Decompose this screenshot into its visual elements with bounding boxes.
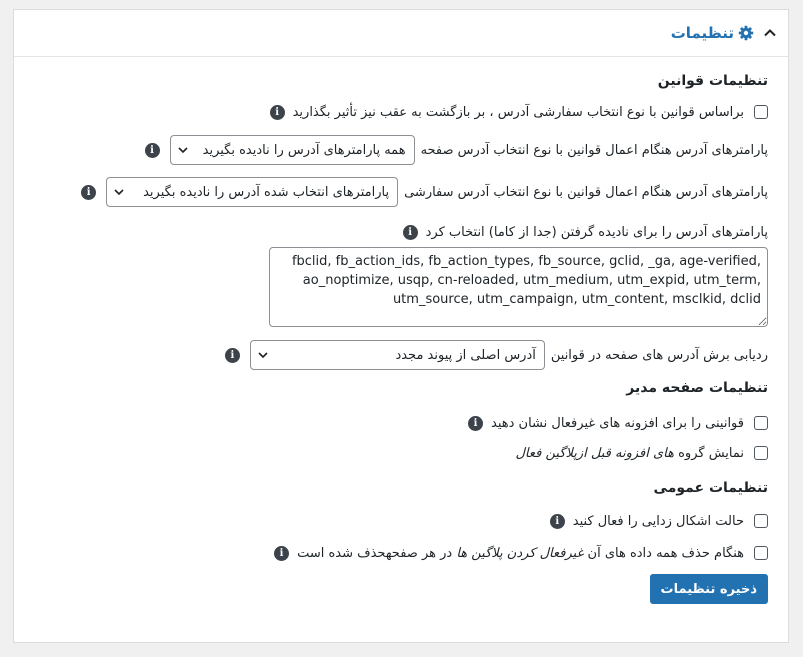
gear-icon xyxy=(738,25,754,41)
delete-data-option xyxy=(34,542,768,564)
debug-mode-label: حالت اشکال زدایی را فعال کنید xyxy=(572,513,744,529)
info-icon[interactable]: i xyxy=(270,105,285,120)
save-settings-button[interactable]: ذخیره تنظیمات xyxy=(650,574,768,604)
ignore-params-label: پارامترهای آدرس را برای نادیده گرفتن (جدا از کاما) انتخاب کرد xyxy=(425,224,768,240)
info-icon[interactable]: i xyxy=(403,225,418,240)
page-url-params-row xyxy=(34,135,768,165)
inactive-rules-option xyxy=(34,412,768,434)
delete-data-checkbox[interactable] xyxy=(754,546,768,560)
chevron-down-icon xyxy=(177,144,189,156)
settings-panel xyxy=(13,9,789,643)
chevron-down-icon xyxy=(257,349,269,361)
custom-url-params-select[interactable] xyxy=(106,177,398,207)
panel-title: تنظیمات xyxy=(670,24,734,42)
general-heading: تنظیمات عمومی xyxy=(653,480,768,496)
page-url-params-label: پارامترهای آدرس هنگام اعمال قوانین با نوع انتخاب آدرس صفحه xyxy=(420,142,768,158)
page-url-params-select[interactable] xyxy=(170,135,415,165)
show-groups-label: نمایش گروه های افزونه قبل ازپلاگین فعال xyxy=(515,445,744,461)
info-icon[interactable]: i xyxy=(225,348,240,363)
page-url-params-value: همه پارامترهای آدرس را نادیده بگیرید xyxy=(202,142,406,158)
info-icon[interactable]: i xyxy=(145,143,160,158)
rules-back-checkbox[interactable] xyxy=(754,105,768,119)
slug-tracking-select[interactable] xyxy=(250,340,545,370)
custom-url-params-row xyxy=(34,177,768,207)
slug-tracking-row xyxy=(34,340,768,370)
chevron-up-icon[interactable] xyxy=(762,25,778,41)
custom-url-params-label: پارامترهای آدرس هنگام اعمال قوانین با نوع انتخاب آدرس سفارشی xyxy=(404,184,768,200)
rules-back-option xyxy=(34,101,768,123)
inactive-rules-label: قوانینی را برای افزونه های غیرفعال نشان دهید xyxy=(491,415,744,431)
show-groups-option xyxy=(34,442,768,464)
rules-back-label: براساس قوانین با نوع انتخاب سفارشی آدرس ، بر بازگشت به عقب نیز تأثیر بگذارید xyxy=(292,104,744,120)
admin-heading: تنظیمات صفحه مدیر xyxy=(626,380,768,396)
info-icon[interactable]: i xyxy=(81,185,96,200)
chevron-down-icon xyxy=(113,186,125,198)
debug-mode-checkbox[interactable] xyxy=(754,514,768,528)
show-groups-checkbox[interactable] xyxy=(754,446,768,460)
info-icon[interactable]: i xyxy=(274,546,289,561)
panel-header[interactable] xyxy=(14,10,788,57)
ignore-params-row xyxy=(34,221,768,243)
custom-url-params-value: پارامترهای انتخاب شده آدرس را نادیده بگیرید xyxy=(143,184,390,200)
info-icon[interactable]: i xyxy=(550,514,565,529)
slug-tracking-label: ردیابی برش آدرس های صفحه در قوانین xyxy=(550,347,768,363)
slug-tracking-value: آدرس اصلی از پیوند مجدد xyxy=(395,347,536,363)
inactive-rules-checkbox[interactable] xyxy=(754,416,768,430)
delete-data-label: هنگام حذف همه داده های آن غیرفعال کردن پلاگین ها در هر صفحهحذف شده است xyxy=(297,545,744,561)
ignore-params-textarea[interactable] xyxy=(269,247,768,327)
rules-heading: تنظیمات قوانین xyxy=(657,73,768,89)
debug-mode-option xyxy=(34,510,768,532)
info-icon[interactable]: i xyxy=(468,416,483,431)
